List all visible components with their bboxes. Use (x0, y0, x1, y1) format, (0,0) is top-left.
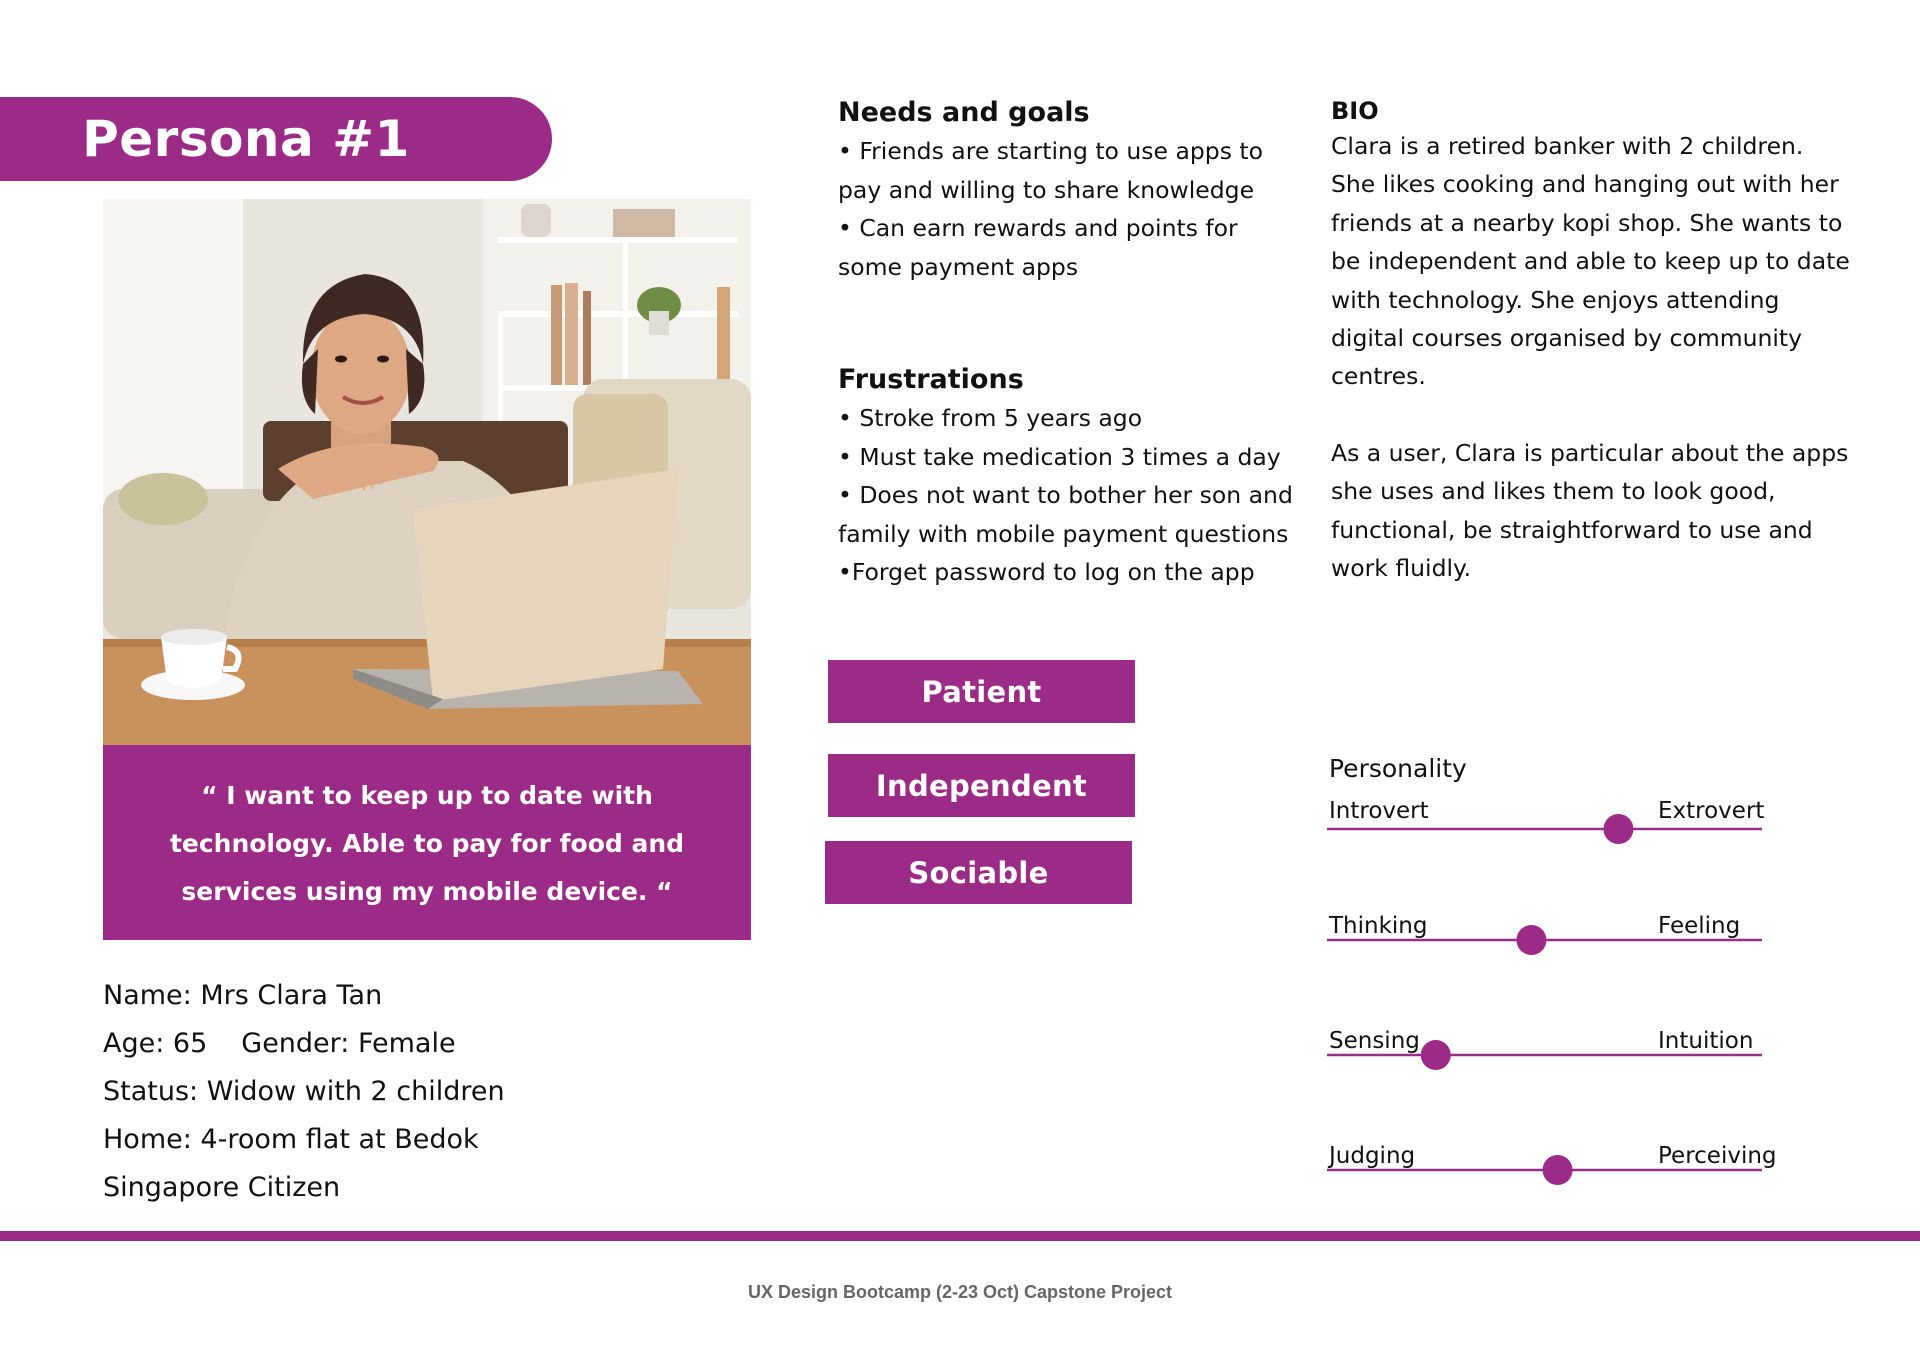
personality-slider-introvert-extrovert (1327, 798, 1765, 842)
detail-gender: Gender: Female (241, 1028, 456, 1059)
slider-right-label: Perceiving (1658, 1143, 1777, 1169)
detail-name: Name: Mrs Clara Tan (103, 980, 383, 1011)
slider-right-label: Feeling (1658, 913, 1741, 939)
frustration-line: • Does not want to bother her son and (838, 481, 1293, 509)
personality-slider-sensing-intuition (1327, 1028, 1762, 1072)
persona-photo (103, 199, 751, 745)
personality-title: Personality (1329, 754, 1467, 783)
footer-text: UX Design Bootcamp (2-23 Oct) Capstone Project (747, 1282, 1173, 1302)
bottom-divider (0, 1231, 1920, 1241)
persona-title-banner (0, 97, 552, 181)
detail-citizenship: Singapore Citizen (103, 1172, 341, 1203)
trait-sociable: Sociable (825, 841, 1132, 904)
persona-quote: “ I want to keep up to date with technology. Able to pay for food and services using my mobile device. “ (103, 745, 751, 940)
frustration-line: family with mobile payment questions (838, 519, 1289, 548)
detail-age-gender (103, 1020, 505, 1068)
slider-knob (1516, 925, 1546, 955)
frustration-line: • Stroke from 5 years ago (838, 404, 1143, 432)
slider-right-label: Intuition (1658, 1028, 1754, 1054)
personality-slider-judging-perceiving (1327, 1143, 1777, 1187)
needs-heading: Needs and goals (838, 97, 1090, 128)
needs-list (838, 132, 1263, 286)
needs-line: • Friends are starting to use apps to (838, 137, 1263, 165)
slider-left-label: Sensing (1329, 1028, 1420, 1054)
needs-line: some payment apps (838, 252, 1079, 281)
needs-line: • Can earn rewards and points for (838, 214, 1238, 242)
bio-paragraph-2: As a user, Clara is particular about the apps she uses and likes them to look good, functional, be straightforward to use and work fluidly. (1331, 438, 1849, 583)
frustrations-heading: Frustrations (838, 364, 1024, 395)
trait-independent: Independent (828, 754, 1135, 817)
slider-left-label: Introvert (1329, 798, 1429, 824)
personality-slider-thinking-feeling (1327, 913, 1762, 957)
slider-track (1327, 798, 1765, 842)
detail-home: Home: 4-room flat at Bedok (103, 1124, 479, 1155)
slider-knob (1543, 1155, 1573, 1185)
slider-track (1327, 1028, 1762, 1072)
persona-details (103, 972, 505, 1212)
frustrations-list (838, 399, 1293, 592)
trait-patient: Patient (828, 660, 1135, 723)
slider-right-label: Extrovert (1658, 798, 1765, 824)
bio-text (1331, 127, 1851, 587)
slider-track (1327, 1143, 1762, 1187)
detail-status: Status: Widow with 2 children (103, 1076, 505, 1107)
slider-knob (1603, 814, 1633, 844)
slider-left-label: Thinking (1329, 913, 1428, 939)
slider-left-label: Judging (1329, 1143, 1416, 1169)
frustrations-section (838, 364, 1293, 592)
needs-goals-section (838, 97, 1263, 286)
frustration-line: •Forget password to log on the app (838, 558, 1255, 586)
bio-paragraph-1: Clara is a retired banker with 2 children. She likes cooking and hanging out with her friends at a nearby kopi shop. She wants to be independent and able to keep up to date with technology. She enjoys attending digital courses organised by community centres. (1331, 132, 1850, 391)
detail-age: Age: 65 (103, 1028, 208, 1059)
bio-heading: BIO (1331, 97, 1379, 125)
needs-line: pay and willing to share knowledge (838, 175, 1255, 204)
slider-track (1327, 913, 1762, 957)
frustration-line: • Must take medication 3 times a day (838, 442, 1281, 471)
persona-title: Persona #1 (82, 110, 410, 168)
bio-section (1331, 97, 1851, 587)
slider-knob (1421, 1040, 1451, 1070)
